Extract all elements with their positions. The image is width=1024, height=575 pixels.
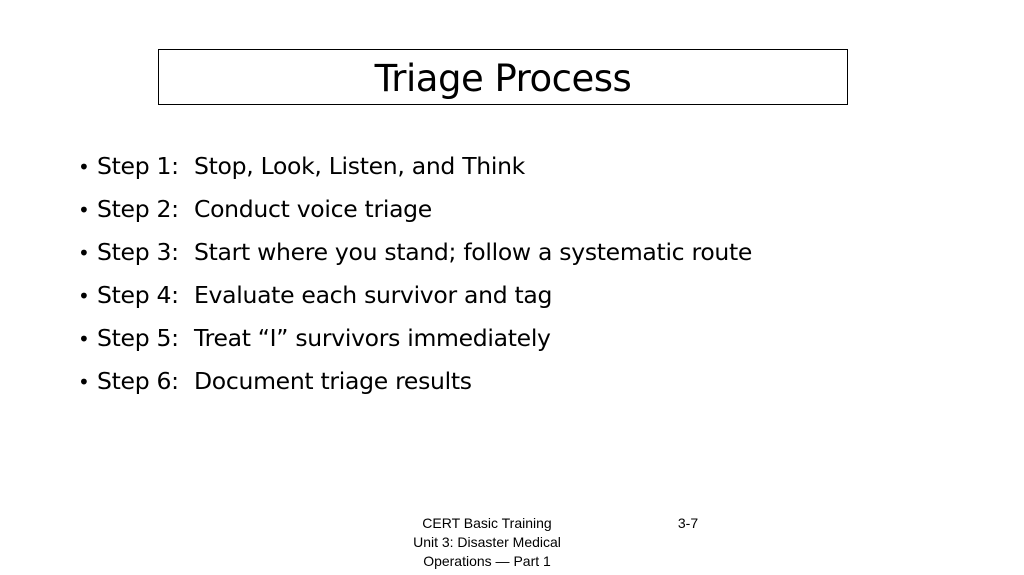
bullet-icon: • (78, 241, 90, 265)
step-text: Stop, Look, Listen, and Think (194, 152, 525, 180)
step-label: Step 5: (97, 324, 179, 352)
page-number: 3-7 (677, 515, 699, 531)
list-item (78, 324, 752, 367)
list-item (78, 152, 752, 195)
step-label: Step 6: (97, 367, 179, 395)
footer-line-1: CERT Basic Training (422, 515, 552, 531)
bullet-icon: • (78, 327, 90, 351)
footer-line-2: Unit 3: Disaster Medical (413, 534, 561, 550)
step-label: Step 1: (97, 152, 179, 180)
bullet-icon: • (78, 370, 90, 394)
list-item (78, 367, 752, 410)
footer-course-info (392, 514, 582, 571)
step-text: Evaluate each survivor and tag (194, 281, 553, 309)
step-label: Step 3: (97, 238, 179, 266)
step-label: Step 4: (97, 281, 179, 309)
step-text: Treat “I” survivors immediately (194, 324, 551, 352)
bullet-icon: • (78, 198, 90, 222)
title-box (158, 49, 848, 105)
footer-line-3: Operations — Part 1 (423, 553, 551, 569)
step-text: Document triage results (194, 367, 472, 395)
bullet-icon: • (78, 155, 90, 179)
bullet-list (78, 152, 752, 410)
step-label: Step 2: (97, 195, 179, 223)
step-text: Start where you stand; follow a systematic route (194, 238, 753, 266)
step-text: Conduct voice triage (194, 195, 432, 223)
bullet-icon: • (78, 284, 90, 308)
list-item (78, 281, 752, 324)
list-item (78, 195, 752, 238)
slide-title: Triage Process (374, 56, 632, 100)
list-item (78, 238, 752, 281)
